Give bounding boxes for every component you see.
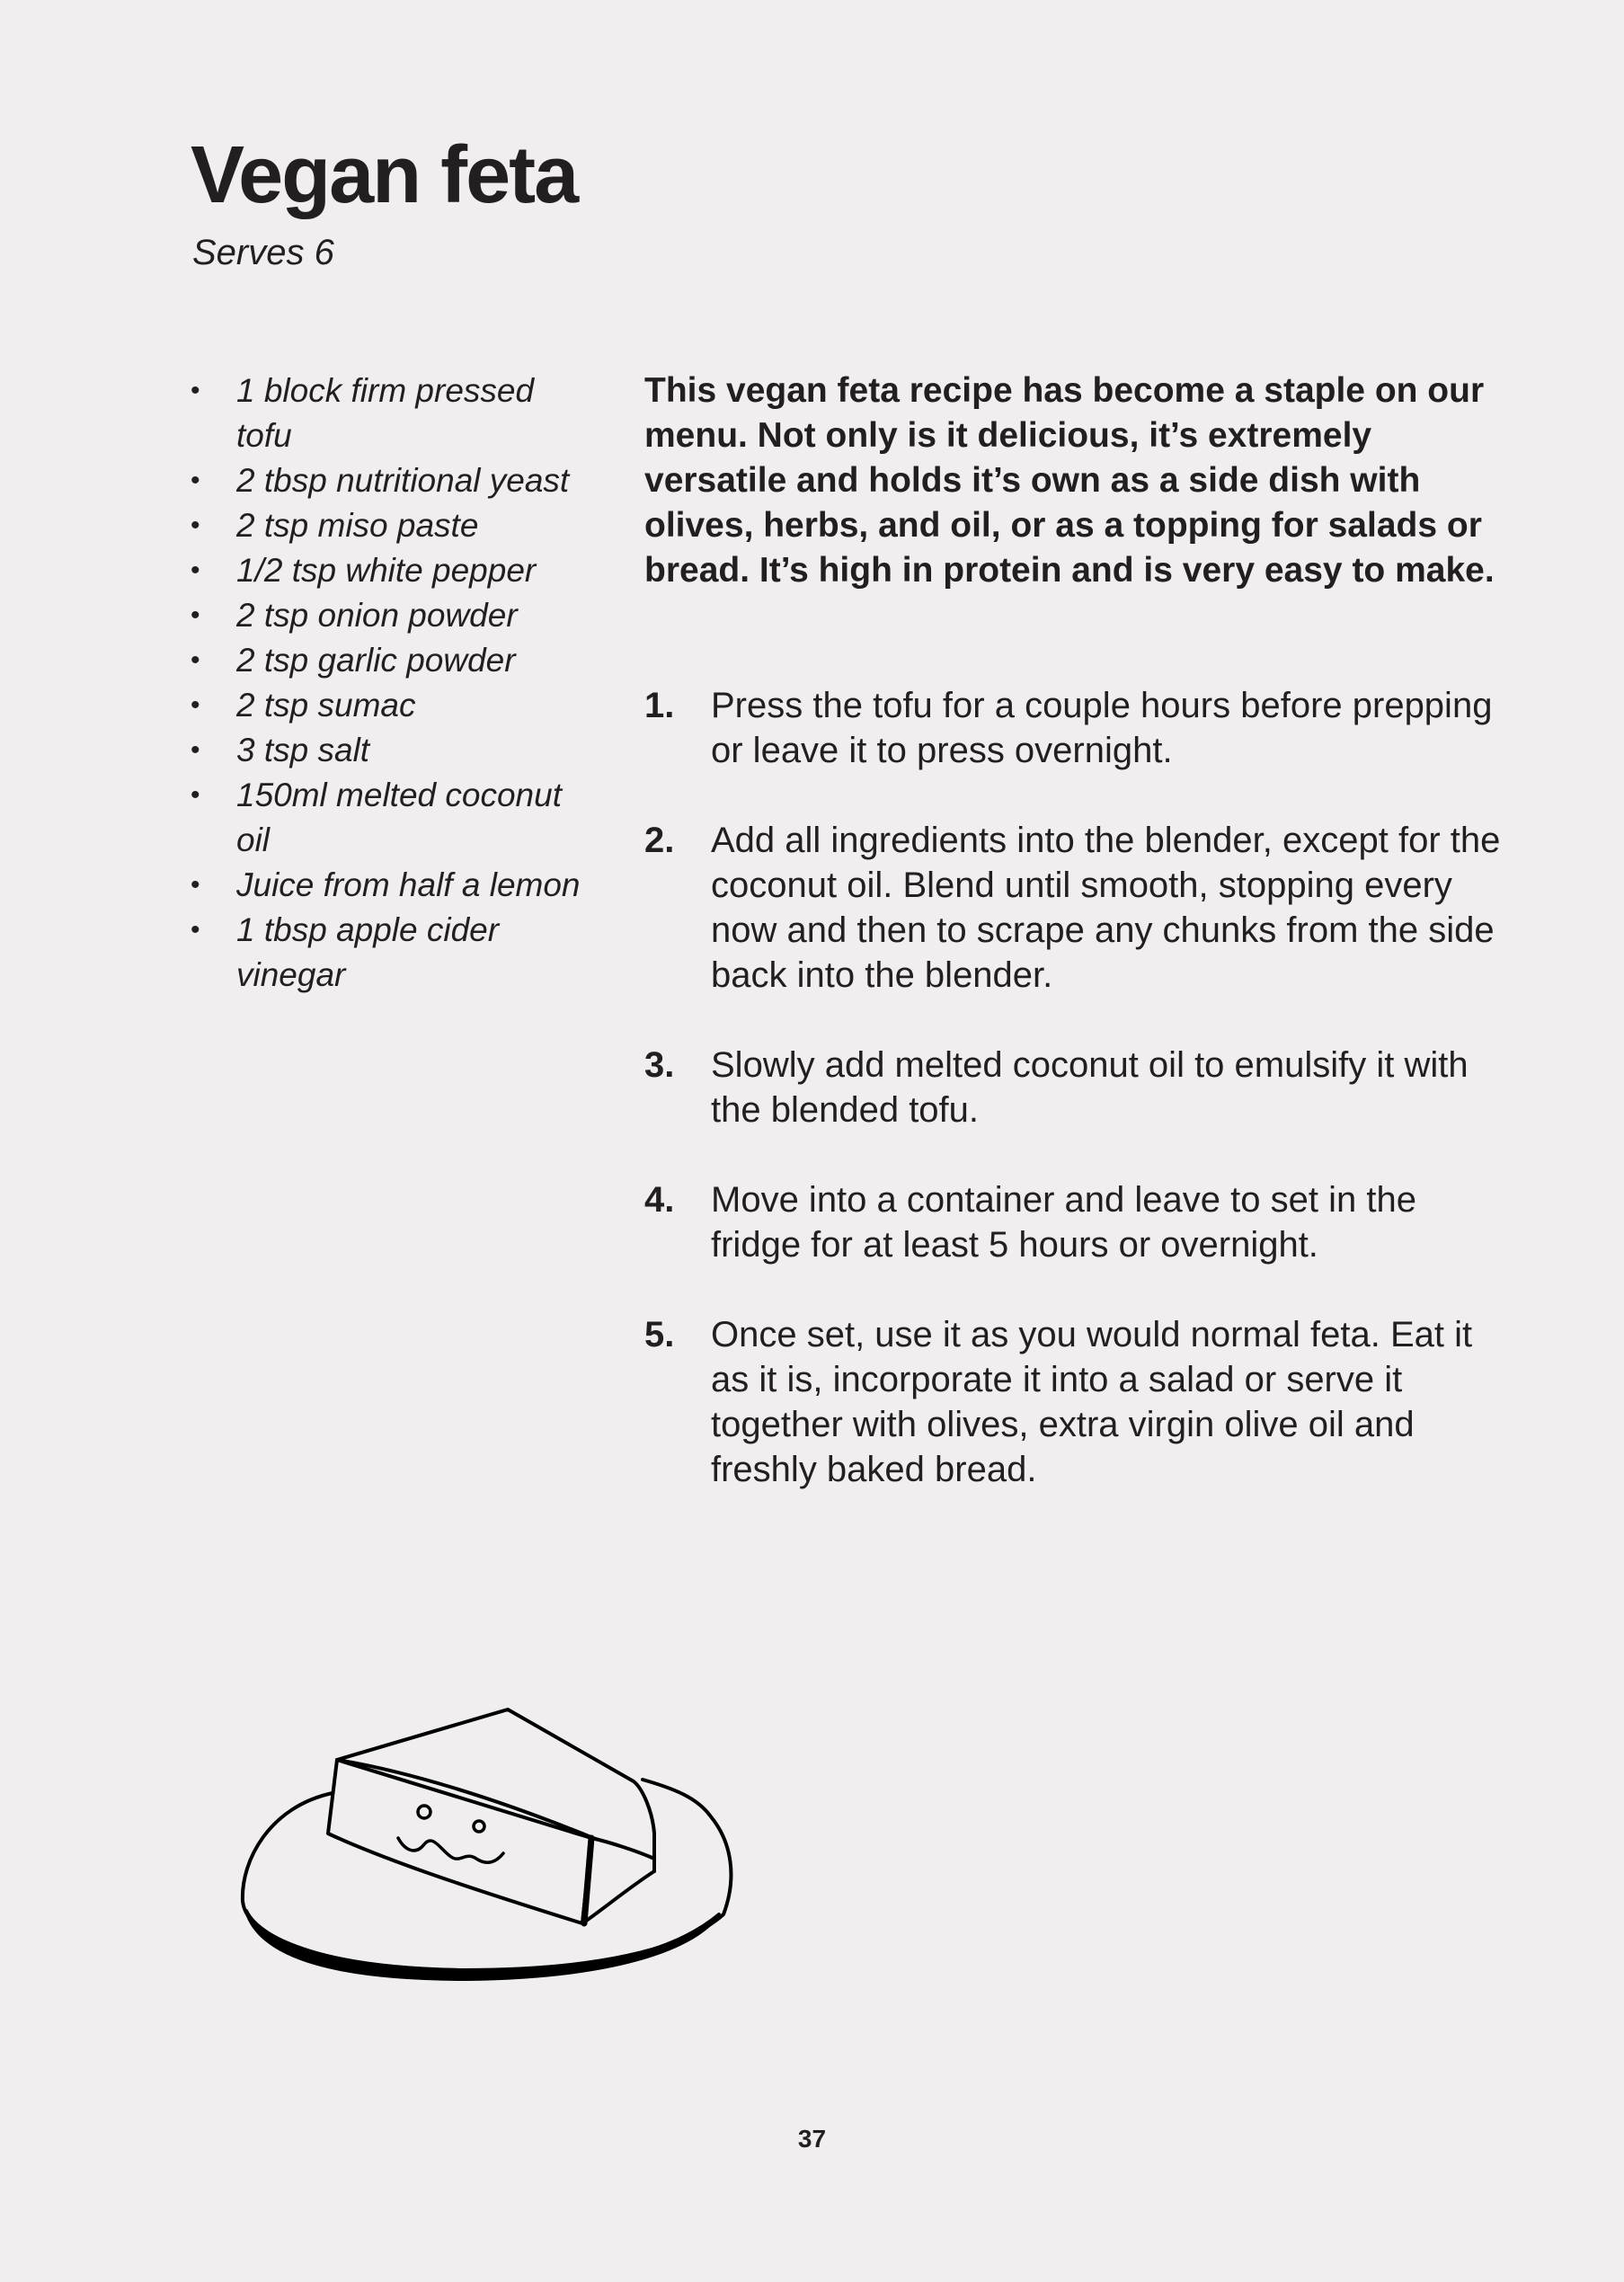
method-step — [644, 1177, 1507, 1267]
ingredient-text: 3 tsp salt — [236, 732, 370, 768]
ingredient-list — [191, 368, 595, 998]
step-number: 5. — [644, 1315, 675, 1354]
step-text: Add all ingredients into the blender, except for the coconut oil. Blend until smooth, stopping every now and then to scrape any chunks from the side back into the blender. — [711, 821, 1501, 995]
step-number: 2. — [644, 821, 675, 860]
step-number: 4. — [644, 1180, 675, 1220]
ingredient-item — [191, 683, 595, 728]
ingredient-item — [191, 773, 595, 863]
step-number: 3. — [644, 1045, 675, 1085]
ingredient-text: 2 tbsp nutritional yeast — [236, 462, 570, 499]
bullet-icon: • — [191, 376, 200, 405]
ingredient-item — [191, 908, 595, 998]
recipe-intro: This vegan feta recipe has become a staple on our menu. Not only is it delicious, it’s extremely versatile and holds it’s own as a side dish with olives, herbs, and oil, or as a topping for salads or bread. It’s high in protein and is very easy to make. — [644, 371, 1495, 590]
ingredient-text: 150ml melted coconut oil — [236, 777, 562, 858]
ingredient-item — [191, 593, 595, 638]
feta-on-plate-icon — [234, 1699, 791, 1991]
ingredient-item — [191, 863, 595, 908]
recipe-title: Vegan feta — [191, 130, 578, 220]
bullet-icon: • — [191, 600, 200, 630]
bullet-icon: • — [191, 870, 200, 900]
page-number: 37 — [797, 2125, 827, 2153]
ingredient-text: 2 tsp onion powder — [236, 597, 518, 634]
bullet-icon: • — [191, 555, 200, 585]
ingredient-item — [191, 638, 595, 683]
ingredient-text: 2 tsp garlic powder — [236, 642, 516, 679]
bullet-icon: • — [191, 915, 200, 945]
ingredient-item — [191, 368, 595, 458]
ingredient-text: 2 tsp miso paste — [236, 507, 479, 544]
bullet-icon: • — [191, 511, 200, 540]
ingredient-item — [191, 548, 595, 593]
step-text: Slowly add melted coconut oil to emulsify it with the blended tofu. — [711, 1045, 1469, 1130]
bullet-icon: • — [191, 735, 200, 765]
bullet-icon: • — [191, 466, 200, 495]
step-number: 1. — [644, 686, 675, 725]
ingredient-item — [191, 503, 595, 548]
method-step — [644, 683, 1507, 773]
bullet-icon: • — [191, 690, 200, 720]
step-text: Move into a container and leave to set in the fridge for at least 5 hours or overnight. — [711, 1180, 1416, 1265]
bullet-icon: • — [191, 645, 200, 675]
bullet-icon: • — [191, 780, 200, 810]
ingredient-text: 1 block firm pressed tofu — [236, 372, 535, 454]
method-step — [644, 1043, 1507, 1132]
step-text: Once set, use it as you would normal feta. Eat it as it is, incorporate it into a salad or serve it together with olives, extra virgin olive oil and freshly baked bread. — [711, 1315, 1473, 1489]
method-steps — [644, 683, 1507, 1537]
method-step — [644, 818, 1507, 998]
ingredient-item — [191, 728, 595, 773]
serves-count: Serves 6 — [192, 233, 334, 272]
ingredient-text: Juice from half a lemon — [236, 866, 581, 903]
ingredient-text: 1 tbsp apple cider vinegar — [236, 911, 500, 993]
step-text: Press the tofu for a couple hours before prepping or leave it to press overnight. — [711, 686, 1493, 770]
ingredient-item — [191, 458, 595, 503]
method-step — [644, 1312, 1507, 1492]
ingredient-text: 2 tsp sumac — [236, 687, 416, 724]
ingredient-text: 1/2 tsp white pepper — [236, 552, 537, 589]
